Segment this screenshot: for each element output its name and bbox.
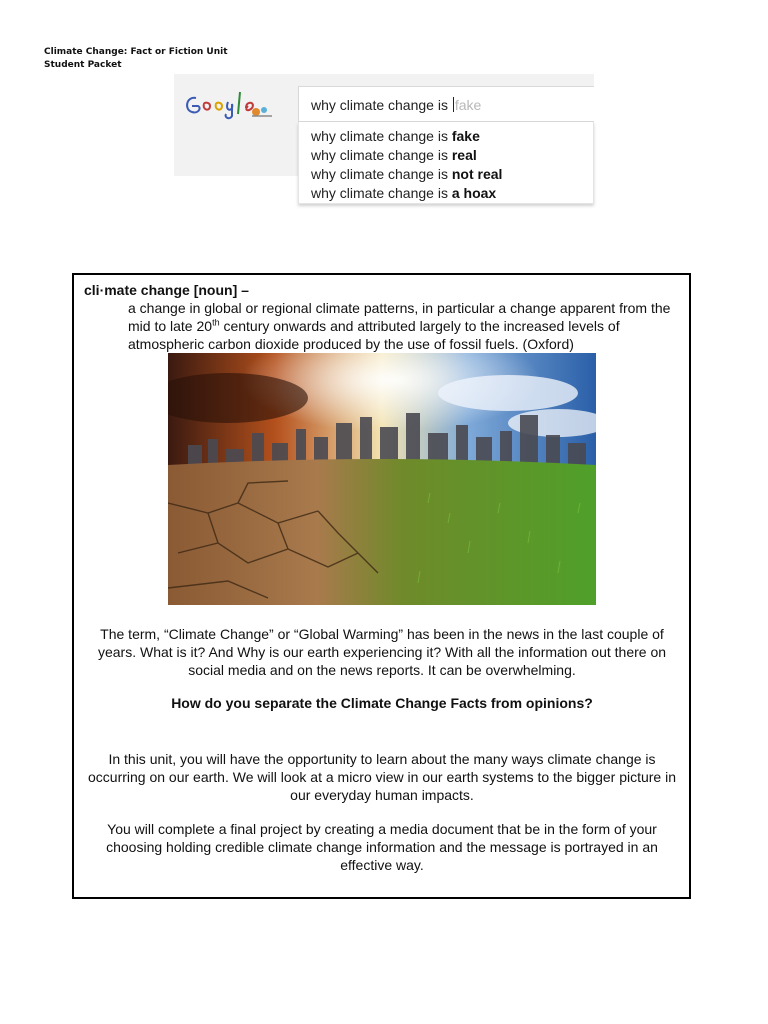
suggestion-item[interactable]: why climate change is fake — [311, 128, 480, 144]
definition-text: a change in global or regional climate patterns, in particular a change apparent from the mid to late 20th century onwards and attributed largely to the increased levels of atmospheric carbon dioxide produced by the use of fossil fuels. (Oxford) — [128, 300, 671, 352]
climate-contrast-image — [168, 353, 596, 605]
term-heading: cli·mate change [noun] – — [84, 282, 249, 298]
search-screenshot — [174, 74, 594, 206]
text-caret — [453, 97, 454, 112]
search-query-autocomplete: fake — [454, 97, 482, 113]
intro-paragraph: The term, “Climate Change” or “Global Warming” has been in the news in the last couple of years. What is it? And Why is our earth experiencing it? With all the information out there on social media and on the news reports. It can be overwhelming. — [97, 626, 667, 678]
google-doodle-logo — [182, 86, 282, 126]
search-query-typed: why climate change is — [311, 97, 452, 113]
suggestion-item[interactable]: why climate change is a hoax — [311, 185, 497, 201]
unit-description-paragraph: In this unit, you will have the opportunity to learn about the many ways climate change is occurring on our earth. We will look at a micro view in our earth systems to the bigger picture in our everyday human impacts. — [88, 751, 676, 803]
suggestion-item[interactable]: why climate change is real — [311, 147, 477, 163]
guiding-question: How do you separate the Climate Change Facts from opinions? — [171, 695, 593, 711]
search-query — [311, 97, 481, 113]
final-project-paragraph: You will complete a final project by creating a media document that be in the form of your choosing holding credible climate change information and the message is portrayed in an effective way. — [106, 821, 658, 873]
packet-header — [44, 46, 228, 72]
suggestion-item[interactable]: why climate change is not real — [311, 166, 503, 182]
packet-subtitle: Student Packet — [44, 60, 122, 70]
definition-box — [72, 273, 691, 899]
search-input[interactable] — [298, 86, 594, 122]
autocomplete-dropdown — [298, 122, 594, 204]
unit-title: Climate Change: Fact or Fiction Unit — [44, 47, 228, 57]
